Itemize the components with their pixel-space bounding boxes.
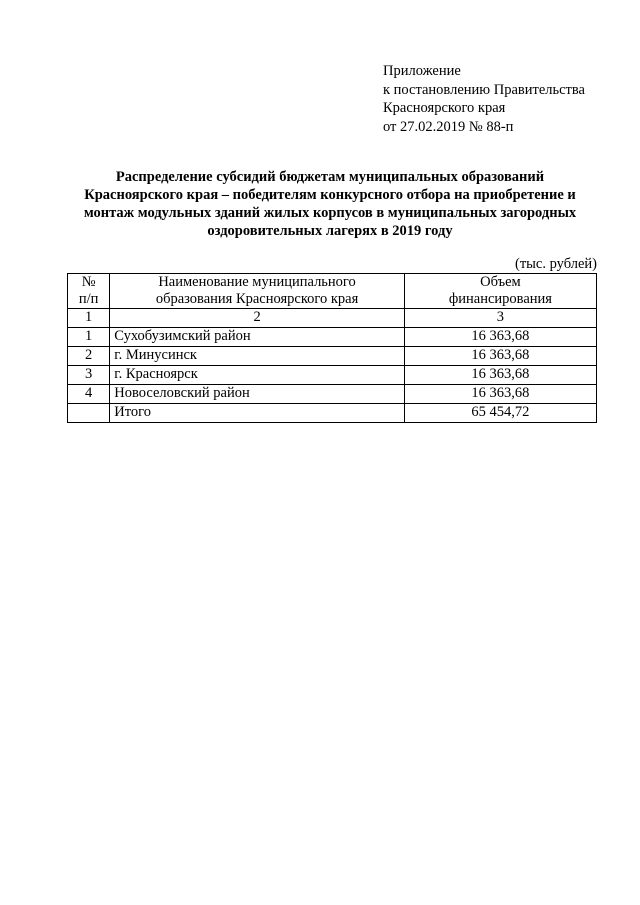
- title-line: оздоровительных лагерях в 2019 году: [207, 223, 453, 239]
- units-label: (тыс. рублей): [515, 256, 597, 272]
- header-num-line2: п/п: [78, 291, 99, 307]
- header-sum: [404, 274, 596, 309]
- total-row: [68, 404, 597, 423]
- row-num: 4: [68, 385, 110, 404]
- table-header-row: [68, 274, 597, 309]
- header-num: [68, 274, 110, 309]
- row-num: 3: [68, 366, 110, 385]
- col-number-cell: 3: [404, 309, 596, 328]
- row-name: Новоселовский район: [110, 385, 405, 404]
- annex-line: к постановлению Правительства: [383, 81, 585, 98]
- annex-line: Приложение: [383, 63, 461, 79]
- row-num: 2: [68, 347, 110, 366]
- document-title: [60, 168, 600, 240]
- title-line: Распределение субсидий бюджетам муниципальных образований: [115, 169, 545, 185]
- row-name: г. Минусинск: [110, 347, 405, 366]
- header-name-line1: Наименование муниципального: [158, 274, 356, 290]
- table-row: [68, 366, 597, 385]
- total-amount: 65 454,72: [404, 404, 596, 423]
- header-name: [110, 274, 405, 309]
- row-amount: 16 363,68: [404, 328, 596, 347]
- subsidy-table: [67, 273, 597, 423]
- row-amount: 16 363,68: [404, 366, 596, 385]
- header-name-line2: образования Красноярского края: [155, 291, 359, 307]
- annex-block: [383, 62, 585, 136]
- row-amount: 16 363,68: [404, 385, 596, 404]
- column-number-row: [68, 309, 597, 328]
- table-row: [68, 328, 597, 347]
- col-number-cell: 1: [68, 309, 110, 328]
- table-row: [68, 347, 597, 366]
- annex-line: Красноярского края: [383, 100, 506, 116]
- row-name: Сухобузимский район: [110, 328, 405, 347]
- table-row: [68, 385, 597, 404]
- header-sum-line1: Объем: [480, 274, 521, 290]
- total-num: [68, 404, 110, 423]
- col-number-cell: 2: [110, 309, 405, 328]
- title-line: Красноярского края – победителям конкурсного отбора на приобретение и: [84, 187, 576, 203]
- header-num-line1: №: [81, 274, 96, 290]
- title-line: монтаж модульных зданий жилых корпусов в муниципальных загородных: [83, 205, 577, 221]
- total-label: Итого: [110, 404, 405, 423]
- row-num: 1: [68, 328, 110, 347]
- row-amount: 16 363,68: [404, 347, 596, 366]
- annex-line: от 27.02.2019 № 88-п: [383, 118, 514, 135]
- header-sum-line2: финансирования: [448, 291, 552, 307]
- row-name: г. Красноярск: [110, 366, 405, 385]
